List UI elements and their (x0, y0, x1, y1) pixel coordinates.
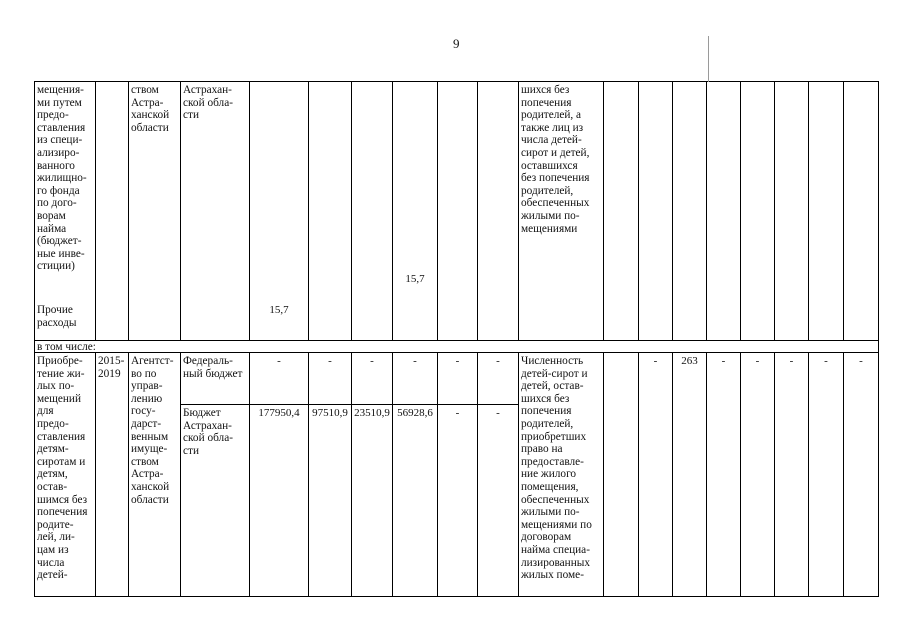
table-line (706, 81, 707, 340)
federal-value: - (328, 355, 332, 367)
bottom-activity-description: Приобре- тение жи- лых по- мещений для предо- ставления детям- сиротам и детям, остав- шимся без попечения родите- лей, ли- цам из числа детей- (37, 355, 88, 582)
regional-value: 97510,9 (312, 407, 348, 419)
table-line (878, 352, 879, 596)
table-line (638, 81, 639, 340)
table-line (740, 352, 741, 596)
table-line (638, 352, 639, 596)
table-line (128, 352, 129, 596)
table-line (34, 596, 879, 597)
table-line (392, 81, 393, 340)
top-funding-source: Астрахан- ской обла- сти (183, 84, 233, 122)
federal-value: - (496, 355, 500, 367)
table-line (392, 352, 393, 596)
target-value: 263 (681, 355, 698, 367)
table-line (180, 81, 181, 340)
federal-budget-label: Федераль- ный бюджет (183, 355, 243, 380)
regional-value: 177950,4 (258, 407, 300, 419)
bottom-indicator: Численность детей-сирот и детей, остав- шихся без попечения родителей, приобретших право на предоставле- ние жилого помещения, обеспеченных жилыми по- мещениями по договорам найма специа- лизированных жилых поме- (521, 355, 592, 582)
table-line (437, 352, 438, 596)
target-value: - (721, 355, 726, 367)
table-line (249, 352, 250, 596)
table-line (34, 81, 35, 340)
federal-value: - (277, 355, 281, 367)
table-line (808, 352, 809, 596)
table-line (180, 352, 181, 596)
table-line (603, 352, 604, 596)
regional-value: - (455, 407, 460, 419)
table-line (351, 81, 352, 340)
table-line (351, 352, 352, 596)
table-line (878, 340, 879, 352)
federal-value: - (455, 355, 460, 367)
regional-budget-label: Бюджет Астрахан- ской обла- сти (183, 407, 233, 457)
top-value-b: 15,7 (269, 304, 289, 316)
table-line (128, 81, 129, 340)
table-line (437, 81, 438, 340)
target-value: - (653, 355, 658, 367)
table-line (672, 352, 673, 596)
table-line (843, 81, 844, 340)
target-value: - (859, 355, 863, 367)
other-expenses-label: Прочие расходы (37, 304, 77, 329)
table-line (672, 81, 673, 340)
bottom-years: 2015- 2019 (98, 355, 125, 380)
regional-value: 56928,6 (397, 407, 433, 419)
target-value: - (789, 355, 794, 367)
federal-value: - (370, 355, 374, 367)
table-line (308, 352, 309, 596)
page-number: 9 (453, 36, 460, 51)
table-line (774, 352, 775, 596)
table-line (34, 352, 35, 596)
table-line (95, 81, 96, 340)
top-executor: ством Астра- ханской области (131, 84, 170, 134)
table-line (477, 352, 478, 596)
scan-artifact-line (708, 36, 709, 82)
section-label: в том числе: (37, 341, 96, 353)
top-activity-description: мещения- ми путем предо- ставления из специ- ализиро- ванного жилищно- го фонда по дого- ворам найма (бюджет- ные инве- стиции) (37, 84, 87, 273)
table-line (518, 81, 519, 340)
table-line (774, 81, 775, 340)
target-value: - (755, 355, 760, 367)
target-value: - (824, 355, 828, 367)
bottom-executor: Агентст- во по управ- лению госу- дарст- венным имуще- ством Астра- ханской области (131, 355, 174, 506)
table-line (308, 81, 309, 340)
table-line (706, 352, 707, 596)
table-line (180, 404, 518, 405)
table-line (34, 340, 35, 352)
table-line (808, 81, 809, 340)
table-line (878, 81, 879, 340)
regional-value: 23510,9 (354, 407, 390, 419)
table-line (34, 81, 879, 82)
federal-value: - (413, 355, 417, 367)
table-line (740, 81, 741, 340)
table-line (249, 81, 250, 340)
table-line (477, 81, 478, 340)
top-indicator: шихся без попечения родителей, а также лиц из числа детей- сирот и детей, оставшихся без попечения родителей, обеспеченных жилыми по- мещениями (521, 84, 590, 235)
table-line (95, 352, 96, 596)
regional-value: - (496, 407, 500, 419)
table-line (518, 352, 519, 596)
top-value-a: 15,7 (405, 273, 425, 285)
table-line (843, 352, 844, 596)
table-line (603, 81, 604, 340)
